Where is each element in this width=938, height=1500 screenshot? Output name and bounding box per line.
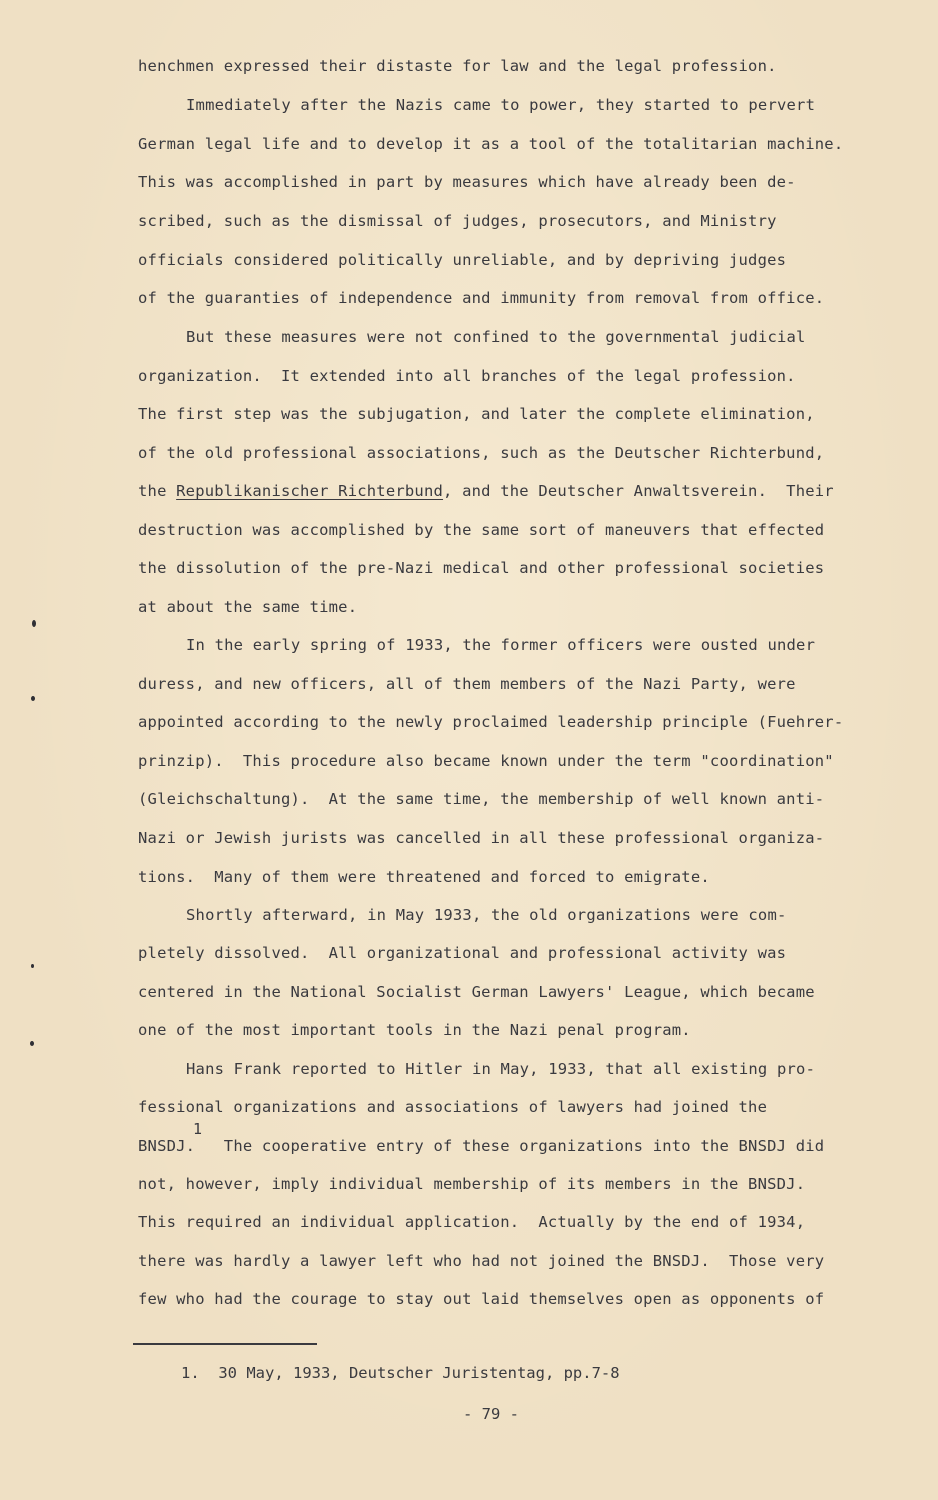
text-line: centered in the National Socialist German Lawyers' League, which became [138, 983, 815, 1001]
text-line: the dissolution of the pre-Nazi medical and other professional societies [138, 559, 825, 577]
text-line: prinzip). This procedure also became known under the term "coordination" [138, 752, 834, 770]
text-line: The first step was the subjugation, and later the complete elimination, [138, 405, 815, 423]
text-line: fessional organizations and associations of lawyers had joined the [138, 1098, 768, 1116]
text-line: (Gleichschaltung). At the same time, the membership of well known anti- [138, 790, 825, 808]
text-line: Immediately after the Nazis came to power, they started to pervert [186, 96, 816, 114]
punch-mark [31, 696, 35, 701]
text-line: Shortly afterward, in May 1933, the old organizations were com- [186, 906, 787, 924]
punch-mark [32, 620, 36, 627]
text-line: tions. Many of them were threatened and forced to emigrate. [138, 868, 710, 886]
text-line: organization. It extended into all branches of the legal profession. [138, 367, 796, 385]
punch-mark [31, 964, 34, 968]
text-line: In the early spring of 1933, the former officers were ousted under [186, 636, 816, 654]
text-line: German legal life and to develop it as a tool of the totalitarian machine. [138, 135, 844, 153]
text-line: officials considered politically unreliable, and by depriving judges [138, 251, 787, 269]
text-line: destruction was accomplished by the same sort of maneuvers that effected [138, 521, 825, 539]
text-line: few who had the courage to stay out laid themselves open as opponents of [138, 1290, 825, 1308]
text-line: This was accomplished in part by measures which have already been de- [138, 173, 796, 191]
page-number: - 79 - [463, 1405, 519, 1423]
text-segment: , and the Deutscher Anwaltsverein. Their [443, 482, 834, 500]
punch-mark [30, 1041, 34, 1046]
text-line: duress, and new officers, all of them members of the Nazi Party, were [138, 675, 796, 693]
text-line: of the old professional associations, such as the Deutscher Richterbund, [138, 444, 825, 462]
text-line: not, however, imply individual membership of its members in the BNSDJ. [138, 1175, 806, 1193]
text-line: of the guaranties of independence and immunity from removal from office. [138, 289, 825, 307]
text-line: scribed, such as the dismissal of judges, prosecutors, and Ministry [138, 212, 777, 230]
text-line: Nazi or Jewish jurists was cancelled in all these professional organiza- [138, 829, 825, 847]
footnote: 1. 30 May, 1933, Deutscher Juristentag, pp.7-8 [181, 1364, 620, 1382]
footnote-marker: 1 [193, 1120, 203, 1138]
underlined-term: Republikanischer Richterbund [176, 482, 444, 500]
text-line: appointed according to the newly proclaimed leadership principle (Fuehrer- [138, 713, 844, 731]
text-line: But these measures were not confined to the governmental judicial [186, 328, 806, 346]
text-line: Hans Frank reported to Hitler in May, 1933, that all existing pro- [186, 1060, 816, 1078]
text-line [138, 481, 834, 501]
text-line: This required an individual application. Actually by the end of 1934, [138, 1213, 806, 1231]
text-line: there was hardly a lawyer left who had not joined the BNSDJ. Those very [138, 1252, 825, 1270]
text-segment: the [138, 482, 177, 500]
text-line: at about the same time. [138, 598, 358, 616]
footnote-divider [133, 1343, 317, 1345]
text-line: BNSDJ. The cooperative entry of these organizations into the BNSDJ did [138, 1137, 825, 1155]
text-line: one of the most important tools in the Nazi penal program. [138, 1021, 691, 1039]
text-line: pletely dissolved. All organizational and professional activity was [138, 944, 787, 962]
text-line: henchmen expressed their distaste for law and the legal profession. [138, 57, 777, 75]
